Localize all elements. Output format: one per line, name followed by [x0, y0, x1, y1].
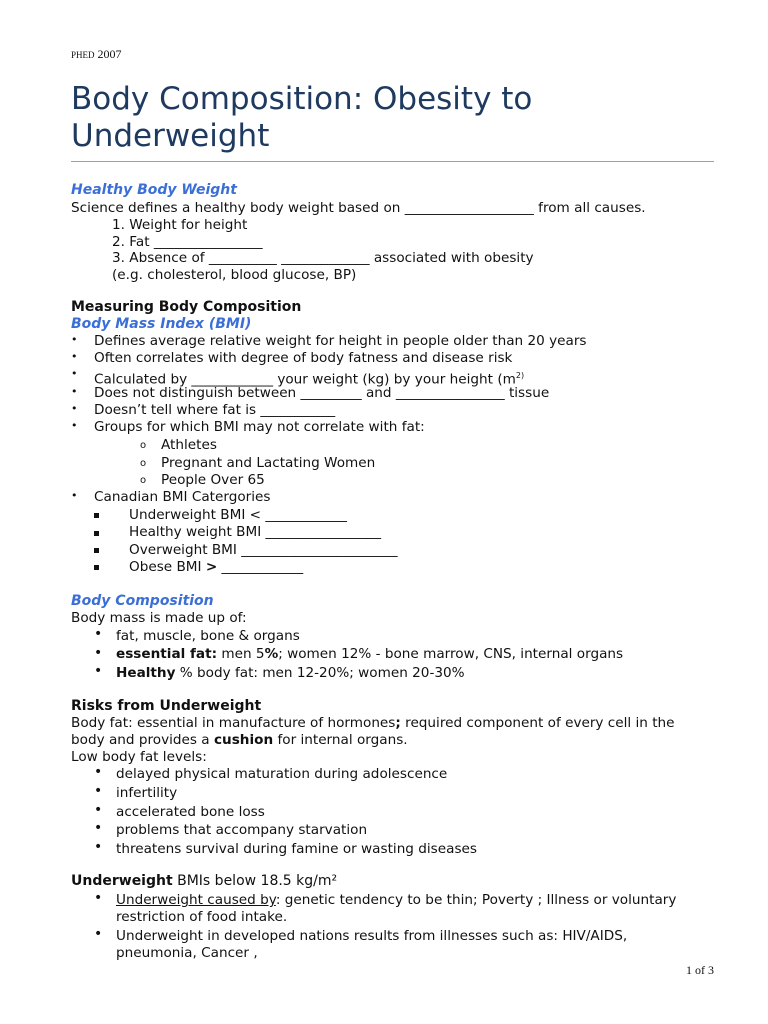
underweight-label: Underweight — [71, 873, 173, 889]
risks-para-line-2 — [71, 732, 408, 749]
healthy-heading: Healthy Body Weight — [71, 182, 237, 198]
risks-p1-semi: ; — [395, 715, 401, 731]
healthy-item-1: 1. Weight for height — [112, 217, 248, 233]
bmi-bullet-4: Does not distinguish between _________ and ________________ tissue — [94, 385, 550, 401]
essential-rest: ; women 12% - bone marrow, CNS, internal organs — [278, 646, 624, 662]
risk-item-5: threatens survival during famine or wasting diseases — [116, 841, 477, 857]
composition-heading: Body Composition — [71, 593, 214, 609]
risks-para-line-1 — [71, 715, 675, 732]
page-title: Body Composition: Obesity to Underweight — [71, 81, 533, 154]
bullet-dot: • — [71, 489, 78, 502]
underweight-dev-line-1: Underweight in developed nations results from illnesses such as: HIV/AIDS, — [116, 928, 628, 944]
obese-gt: > — [205, 559, 218, 575]
category-overweight: Overweight BMI _______________________ — [129, 542, 398, 558]
category-underweight: Underweight BMI < ____________ — [129, 507, 347, 523]
bullet-dot: • — [94, 783, 103, 799]
bullet-dot: • — [94, 645, 103, 661]
circle-bullet: o — [140, 458, 147, 469]
bullet-dot: • — [94, 820, 103, 836]
risks-cushion: cushion — [213, 732, 274, 748]
underweight-caused-by: Underweight caused by — [116, 892, 276, 908]
title-divider — [71, 161, 714, 162]
square-bullet — [94, 548, 99, 553]
bmi-heading: Body Mass Index (BMI) — [71, 316, 252, 332]
bullet-dot: • — [71, 350, 78, 363]
bmi-bullet-2: Often correlates with degree of body fatness and disease risk — [94, 350, 513, 366]
circle-bullet: o — [140, 440, 147, 451]
bullet-dot: • — [71, 367, 78, 380]
bullet-dot: • — [94, 764, 103, 780]
bullet-dot: • — [94, 802, 103, 818]
circle-bullet: o — [140, 475, 147, 486]
risks-p2-a: body and provides a — [71, 732, 214, 748]
underweight-line — [71, 873, 337, 890]
bullet-dot: • — [94, 839, 103, 855]
bullet-dot: • — [94, 926, 103, 942]
risks-p1-a: Body fat: essential in manufacture of hormones — [71, 715, 396, 731]
risk-item-4: problems that accompany starvation — [116, 822, 368, 838]
course-code — [71, 47, 122, 62]
essential-percent: % — [264, 646, 279, 662]
healthy-rest: % body fat: men 12-20%; women 20-30% — [175, 665, 465, 681]
bullet-dot: • — [94, 663, 103, 679]
bmi-bullet-6: Groups for which BMI may not correlate with fat: — [94, 419, 425, 435]
course-code-prefix: PHED — [71, 50, 95, 60]
healthy-item-2: 2. Fat ________________ — [112, 234, 263, 250]
bullet-dot: • — [71, 385, 78, 398]
obese-blank: ____________ — [217, 559, 304, 575]
square-bullet — [94, 565, 99, 570]
risks-p1-b: required component of every cell in the — [400, 715, 675, 731]
healthy-intro: Science defines a healthy body weight based on ___________________ from all causes. — [71, 200, 646, 216]
group-over-65: People Over 65 — [161, 472, 265, 488]
bullet-dot: • — [71, 419, 78, 432]
bullet-dot: • — [94, 626, 103, 642]
underweight-cause-line-1 — [116, 892, 676, 909]
square-bullet — [94, 531, 99, 536]
category-healthy: Healthy weight BMI _________________ — [129, 524, 382, 540]
composition-essential — [116, 646, 623, 663]
measuring-heading: Measuring Body Composition — [71, 299, 302, 315]
bullet-dot: • — [71, 402, 78, 415]
risks-low-fat: Low body fat levels: — [71, 749, 207, 765]
composition-item-1: fat, muscle, bone & organs — [116, 628, 300, 644]
bmi-calc-sup: 2) — [515, 371, 525, 380]
square-bullet — [94, 513, 99, 518]
group-athletes: Athletes — [161, 437, 217, 453]
underweight-bmi: BMIs below 18.5 kg/m² — [172, 873, 338, 889]
risk-item-1: delayed physical maturation during adolescence — [116, 766, 448, 782]
composition-healthy — [116, 665, 465, 682]
course-number: 2007 — [97, 47, 122, 61]
bullet-dot: • — [94, 890, 103, 906]
risks-p2-b: for internal organs. — [273, 732, 408, 748]
bmi-bullet-5: Doesn’t tell where fat is ___________ — [94, 402, 336, 418]
underweight-cause-text: : genetic tendency to be thin; Poverty ; Illness or voluntary — [275, 892, 677, 908]
underweight-dev-line-2: pneumonia, Cancer , — [116, 945, 258, 961]
healthy-label: Healthy — [116, 665, 176, 681]
essential-men: men 5 — [217, 646, 265, 662]
essential-label: essential fat: — [116, 646, 218, 662]
page-number: 1 of 3 — [686, 963, 714, 977]
canadian-heading: Canadian BMI Catergories — [94, 489, 271, 505]
obese-label: Obese BMI — [129, 559, 206, 575]
healthy-item-note: (e.g. cholesterol, blood glucose, BP) — [112, 267, 357, 283]
risks-heading: Risks from Underweight — [71, 698, 262, 714]
bullet-dot: • — [71, 333, 78, 346]
risk-item-2: infertility — [116, 785, 178, 801]
bmi-bullet-1: Defines average relative weight for height in people older than 20 years — [94, 333, 587, 349]
group-pregnant: Pregnant and Lactating Women — [161, 455, 376, 471]
risk-item-3: accelerated bone loss — [116, 804, 265, 820]
healthy-item-3: 3. Absence of __________ _____________ associated with obesity — [112, 250, 534, 266]
category-obese — [129, 559, 303, 576]
bmi-calc-text: Calculated by ____________ your weight (kg) by your height (m — [94, 371, 516, 388]
underweight-cause-line-2: restriction of food intake. — [116, 909, 288, 925]
composition-intro: Body mass is made up of: — [71, 610, 247, 626]
